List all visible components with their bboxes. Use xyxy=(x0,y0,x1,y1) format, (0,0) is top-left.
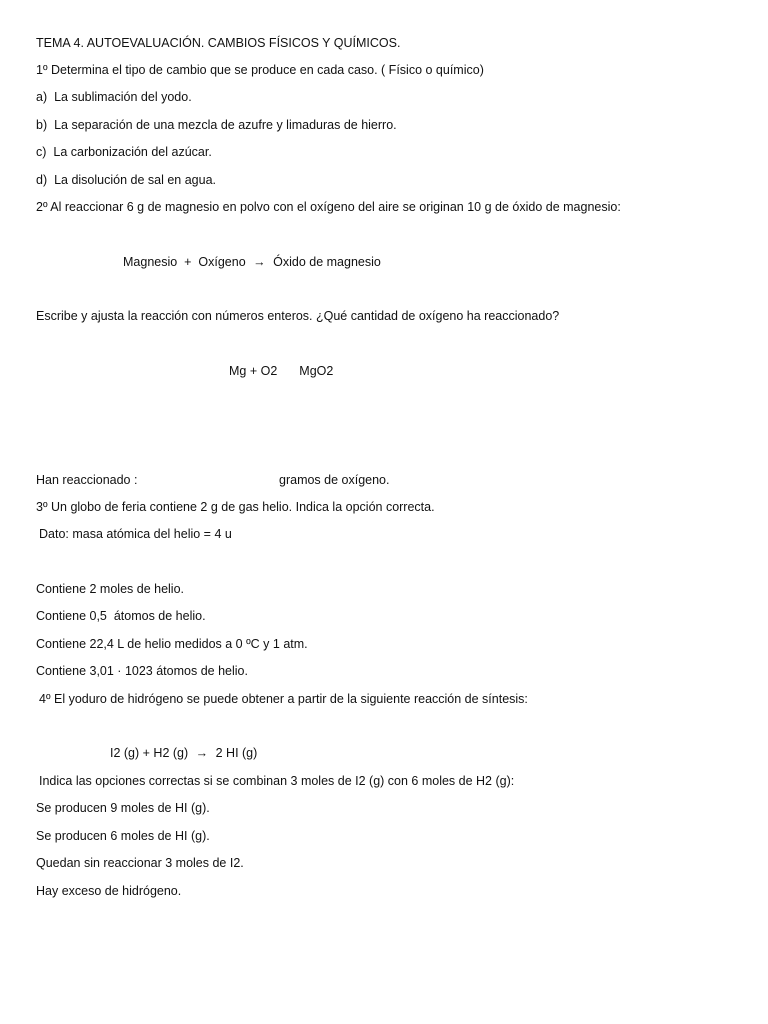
word-equation-product: Óxido de magnesio xyxy=(273,255,381,269)
item-letter: d) xyxy=(36,173,48,187)
question-3-option-1: Contiene 2 moles de helio. xyxy=(36,582,185,596)
question-4-option-4: Hay exceso de hidrógeno. xyxy=(36,884,182,898)
question-4-prompt: 4º El yoduro de hidrógeno se puede obtener a partir de la siguiente reacción de síntesis: xyxy=(39,692,528,706)
word-equation-reactants: Magnesio + Oxígeno xyxy=(123,255,246,269)
question-4-option-1: Se producen 9 moles de HI (g). xyxy=(36,801,210,815)
synthesis-reactants: I2 (g) + H2 (g) xyxy=(110,746,189,760)
question-3-option-3: Contiene 22,4 L de helio medidos a 0 ºC y 1 atm. xyxy=(36,637,308,651)
formula-product: MgO2 xyxy=(299,364,334,378)
item-text: La disolución de sal en agua. xyxy=(54,173,217,187)
question-3-option-2: Contiene 0,5 átomos de helio. xyxy=(36,609,206,623)
question-1-prompt: 1º Determina el tipo de cambio que se produce en cada caso. ( Físico o químico) xyxy=(36,63,484,77)
item-text: La carbonización del azúcar. xyxy=(53,145,212,159)
question-4-option-2: Se producen 6 moles de HI (g). xyxy=(36,829,210,843)
question-4-instruction: Indica las opciones correctas si se combinan 3 moles de I2 (g) con 6 moles de H2 (g): xyxy=(39,774,515,788)
answer-unit: gramos de oxígeno. xyxy=(279,473,390,487)
arrow-icon: → xyxy=(195,746,209,760)
answer-label: Han reaccionado : xyxy=(36,473,138,487)
question-1-item-b xyxy=(36,117,397,133)
question-1-item-d xyxy=(36,172,216,188)
arrow-icon: → xyxy=(253,255,266,269)
item-letter: c) xyxy=(36,145,47,159)
document-title: TEMA 4. AUTOEVALUACIÓN. CAMBIOS FÍSICOS Y QUÍMICOS. xyxy=(36,36,401,50)
question-3-prompt: 3º Un globo de feria contiene 2 g de gas helio. Indica la opción correcta. xyxy=(36,500,435,514)
question-3-option-4: Contiene 3,01 · 1023 átomos de helio. xyxy=(36,664,248,678)
item-letter: b) xyxy=(36,118,48,132)
word-equation xyxy=(123,254,381,270)
question-2-prompt: 2º Al reaccionar 6 g de magnesio en polvo con el oxígeno del aire se originan 10 g de óxido de magnesio: xyxy=(36,200,621,214)
formula-equation xyxy=(229,363,333,379)
formula-reactants: Mg + O2 xyxy=(229,364,278,378)
question-1-item-a xyxy=(36,89,192,105)
item-text: La sublimación del yodo. xyxy=(54,90,192,104)
question-4-option-3: Quedan sin reaccionar 3 moles de I2. xyxy=(36,856,244,870)
question-1-item-c xyxy=(36,144,212,160)
question-3-dato: Dato: masa atómica del helio = 4 u xyxy=(39,527,232,541)
synthesis-equation xyxy=(110,745,257,761)
question-2-instruction: Escribe y ajusta la reacción con números enteros. ¿Qué cantidad de oxígeno ha reaccionado? xyxy=(36,309,560,323)
item-letter: a) xyxy=(36,90,48,104)
synthesis-product: 2 HI (g) xyxy=(215,746,258,760)
item-text: La separación de una mezcla de azufre y limaduras de hierro. xyxy=(54,118,397,132)
